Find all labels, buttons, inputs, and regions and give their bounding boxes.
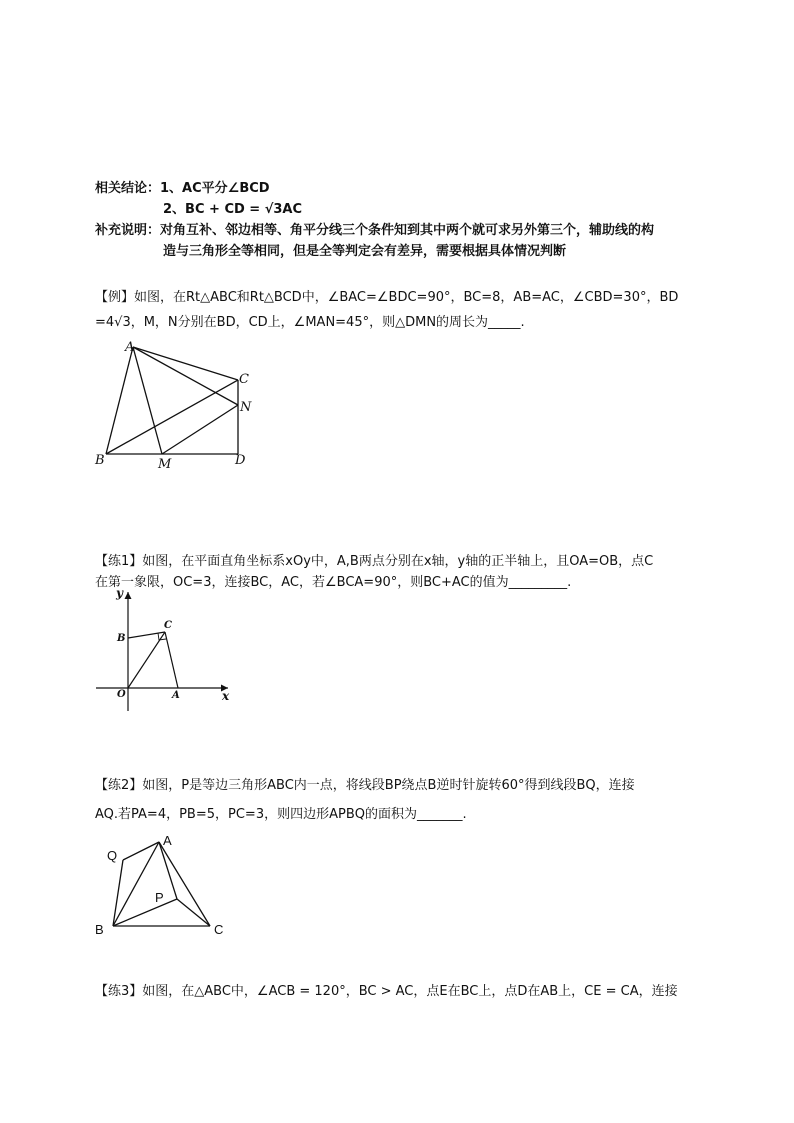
label-x: x — [222, 689, 230, 703]
example-text-1: 【例】如图，在Rt△ABC和Rt△BCD中，∠BAC=∠BDC=90°，BC=8，AB=AC，∠CBD=30°，BD — [95, 290, 679, 305]
practice2-figure — [93, 830, 243, 940]
segment-pc — [177, 899, 210, 926]
label-c: C — [239, 372, 249, 387]
segment-mn — [162, 405, 238, 454]
practice2-text-2: AQ.若PA=4，PB=5，PC=3，则四边形APBQ的面积为_______. — [95, 807, 467, 822]
label-b: B — [95, 453, 105, 468]
label-p: P — [155, 890, 164, 905]
label-y: y — [116, 586, 123, 600]
segment-ca — [165, 632, 178, 688]
segment-ac — [133, 347, 238, 380]
label-a: A — [172, 690, 180, 701]
example-text-2: =4√3，M，N分别在BD，CD上，∠MAN=45°，则△DMN的周长为_____. — [95, 315, 525, 330]
label-m: M — [158, 457, 172, 472]
label-a: A — [163, 833, 172, 848]
segment-bp — [113, 899, 177, 926]
supplement-label: 补充说明： — [95, 223, 161, 238]
segment-am — [133, 347, 162, 454]
conclusion-line-1 — [95, 180, 270, 198]
conclusion-label: 相关结论： — [95, 181, 161, 196]
practice2-text-1: 【练2】如图，P是等边三角形ABC内一点，将线段BP绕点B逆时针旋转60°得到线段BQ，连接 — [95, 778, 635, 793]
practice1-text-2: 在第一象限，OC=3，连接BC，AC，若∠BCA=90°，则BC+AC的值为_________. — [95, 575, 572, 590]
conclusion-item-1: 1、AC平分∠BCD — [160, 181, 270, 196]
conclusion-item-2: 2、BC + CD = √3AC — [163, 202, 303, 217]
example-figure — [88, 335, 268, 475]
segment-ac — [159, 842, 210, 926]
practice1-text-1: 【练1】如图，在平面直角坐标系xOy中，A,B两点分别在x轴，y轴的正半轴上，且OA=OB，点C — [95, 554, 654, 569]
label-q: Q — [107, 848, 118, 863]
segment-an — [133, 347, 238, 405]
label-c: C — [214, 922, 224, 937]
label-d: D — [235, 453, 246, 468]
segment-bc — [128, 632, 165, 638]
label-b: B — [95, 922, 104, 937]
segment-ab — [106, 347, 133, 454]
label-b: B — [117, 633, 126, 644]
practice3-text-1: 【练3】如图，在△ABC中，∠ACB = 120°，BC > AC，点E在BC上，点D在AB上，CE = CA，连接 — [95, 984, 678, 999]
supplement-line-1 — [95, 222, 654, 240]
label-c: C — [164, 620, 172, 631]
supplement-text-2: 造与三角形全等相同，但是全等判定会有差异，需要根据具体情况判断 — [163, 244, 567, 259]
practice1-figure — [93, 586, 243, 716]
supplement-text-1: 对角互补、邻边相等、角平分线三个条件知到其中两个就可求另外第三个，辅助线的构 — [160, 223, 655, 238]
label-n: N — [240, 400, 252, 415]
segment-oc — [128, 632, 165, 688]
label-a: A — [125, 340, 135, 355]
label-o: O — [117, 689, 126, 700]
